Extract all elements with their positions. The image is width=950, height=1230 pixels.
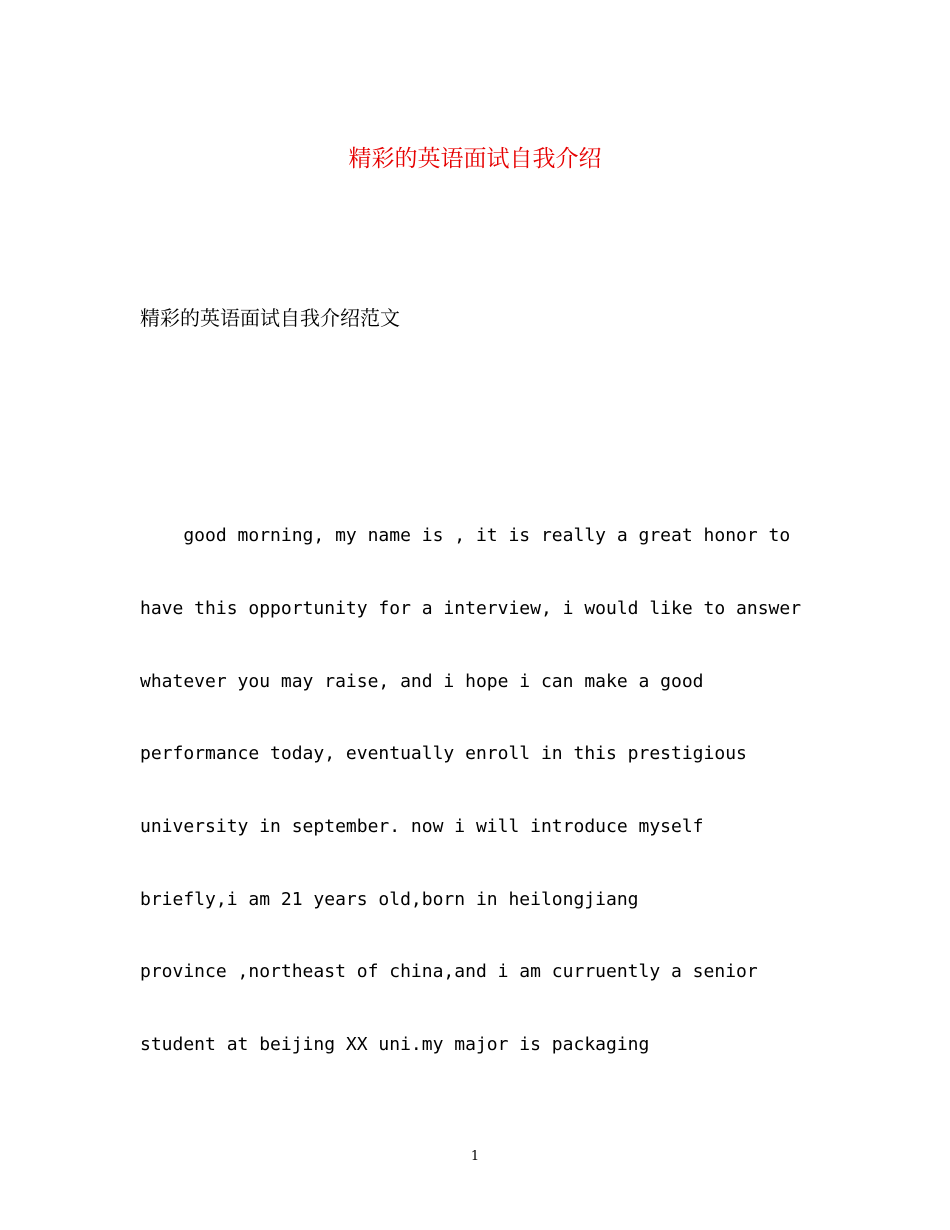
body-line: province ,northeast of china,and i am curruently a senior (140, 961, 758, 982)
body-line: have this opportunity for a interview, i would like to answer (140, 598, 802, 619)
body-line: whatever you may raise, and i hope i can make a good (140, 671, 704, 692)
body-line: performance today, eventually enroll in this prestigious (140, 743, 747, 764)
body-line: university in september. now i will introduce myself (140, 816, 704, 837)
body-line: good morning, my name is , it is really a great honor to (140, 525, 791, 546)
page-number: 1 (470, 1149, 480, 1164)
document-subtitle: 精彩的英语面试自我介绍范文 (140, 306, 400, 330)
body-line: briefly,i am 21 years old,born in heilongjiang (140, 889, 639, 910)
document-title: 精彩的英语面试自我介绍 (348, 146, 602, 172)
body-line: student at beijing XX uni.my major is packaging (140, 1034, 650, 1055)
